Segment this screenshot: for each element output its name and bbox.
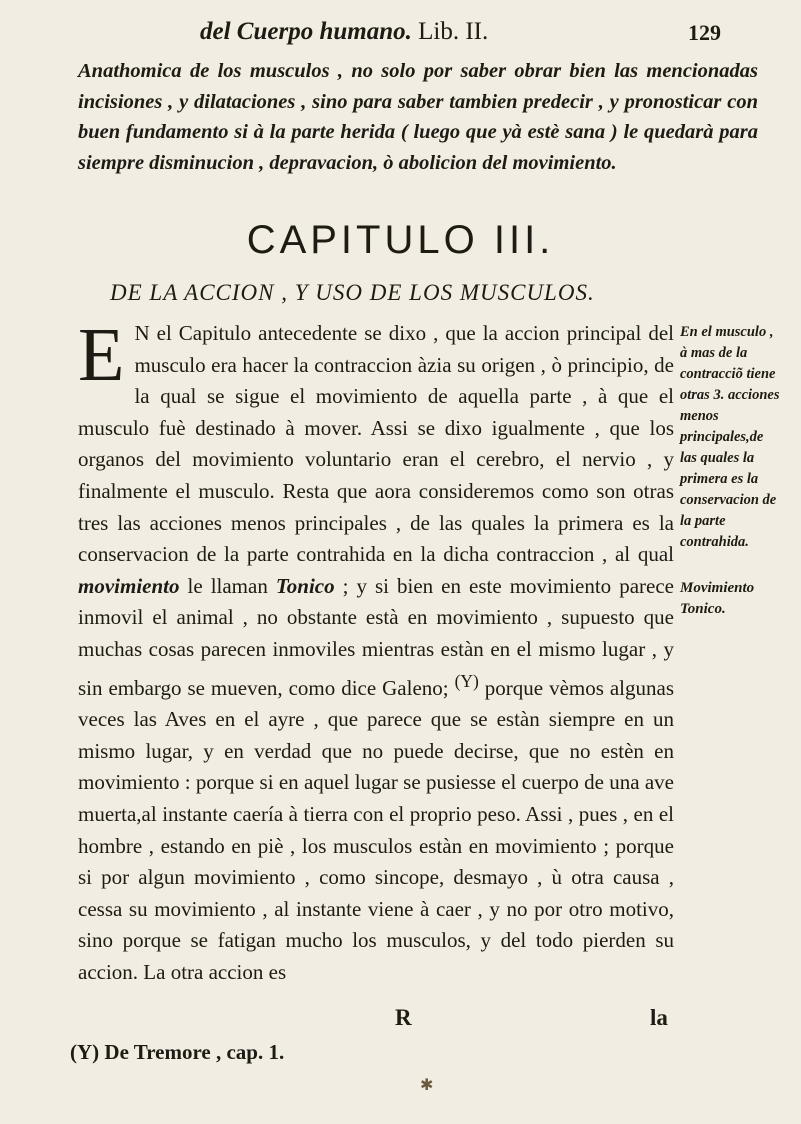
term-tonico: Tonico	[275, 573, 335, 598]
body-text-part-2: le llaman	[179, 573, 276, 598]
book-number: Lib. II.	[418, 18, 489, 45]
intro-paragraph: Anathomica de los musculos , no solo por saber obrar bien las mencionadas incisiones , y dilataciones , sino para saber tambien predecir , y pronosticar con buen fundamento si à la parte herida ( luego que yà estè sana ) le quedarà para siempre disminucion , depravacion, ò abolicion del movimiento.	[78, 60, 758, 174]
margin-note-2: Movimiento Tonico.	[680, 580, 755, 617]
term-movimiento: movimiento	[78, 573, 180, 598]
body-text-part-3: ; y si bien en este movimiento parece inmovil el animal , no obstante està en movimiento , supuesto que muchas cosas parecen inmoviles mientras estàn en el mismo lugar , y sin embargo se mueven, como dice Galeno;	[78, 573, 674, 700]
body-text-part-4: porque vèmos algunas veces las Aves en el ayre , que parece que se estàn siempre en un mismo lugar, y en verdad que no puede decirse, que no estèn en movimiento : porque si en aquel lugar se pusiesse el cuerpo de una ave muerta,al instante caería à tierra con el proprio peso. Assi , pues , en el hombre , estando en piè , los musculos estàn en movimiento ; porque si por algun movimiento , como sincope, desmayo , ù otra causa , cessa su movimiento , al instante viene à caer , y no por otro motivo, sino porque se fatigan mucho los musculos, y del todo pierden su accion. La otra accion es	[78, 675, 674, 984]
printer-ornament-icon: ✱	[420, 1077, 434, 1094]
running-title: del Cuerpo humano.	[200, 18, 412, 45]
body-text	[78, 313, 674, 988]
footnote: (Y) De Tremore , cap. 1.	[70, 1040, 285, 1064]
catchword: la	[650, 1005, 668, 1030]
footnote-ref: (Y)	[454, 670, 479, 691]
drop-cap: E	[78, 313, 125, 397]
page-number: 129	[688, 20, 721, 45]
body-text-part-1: N el Capitulo antecedente se dixo , que la accion principal del musculo era hacer la contraccion àzia su origen , ò principio, de la qual se sigue el movimiento de aquella parte , à que el musculo fuè destinado à mover. Assi se dixo igualmente , que los organos del movimiento voluntario eran el cerebro, el nervio , y finalmente el musculo. Resta que aora consideremos como son otras tres las acciones menos principales , de las quales la primera es la conservacion de la parte contrahida en la dicha contraccion , al qual	[78, 321, 674, 567]
chapter-subtitle: DE LA ACCION , Y USO DE LOS MUSCULOS.	[110, 280, 595, 305]
running-head	[200, 18, 670, 46]
chapter-title: CAPITULO III.	[246, 218, 555, 262]
margin-note-1: En el musculo , à mas de la contracciõ tiene otras 3. acciones menos principales,de las quales la primera es la conservacion de la parte contrahida.	[680, 324, 780, 550]
signature-mark: R	[395, 1005, 412, 1030]
